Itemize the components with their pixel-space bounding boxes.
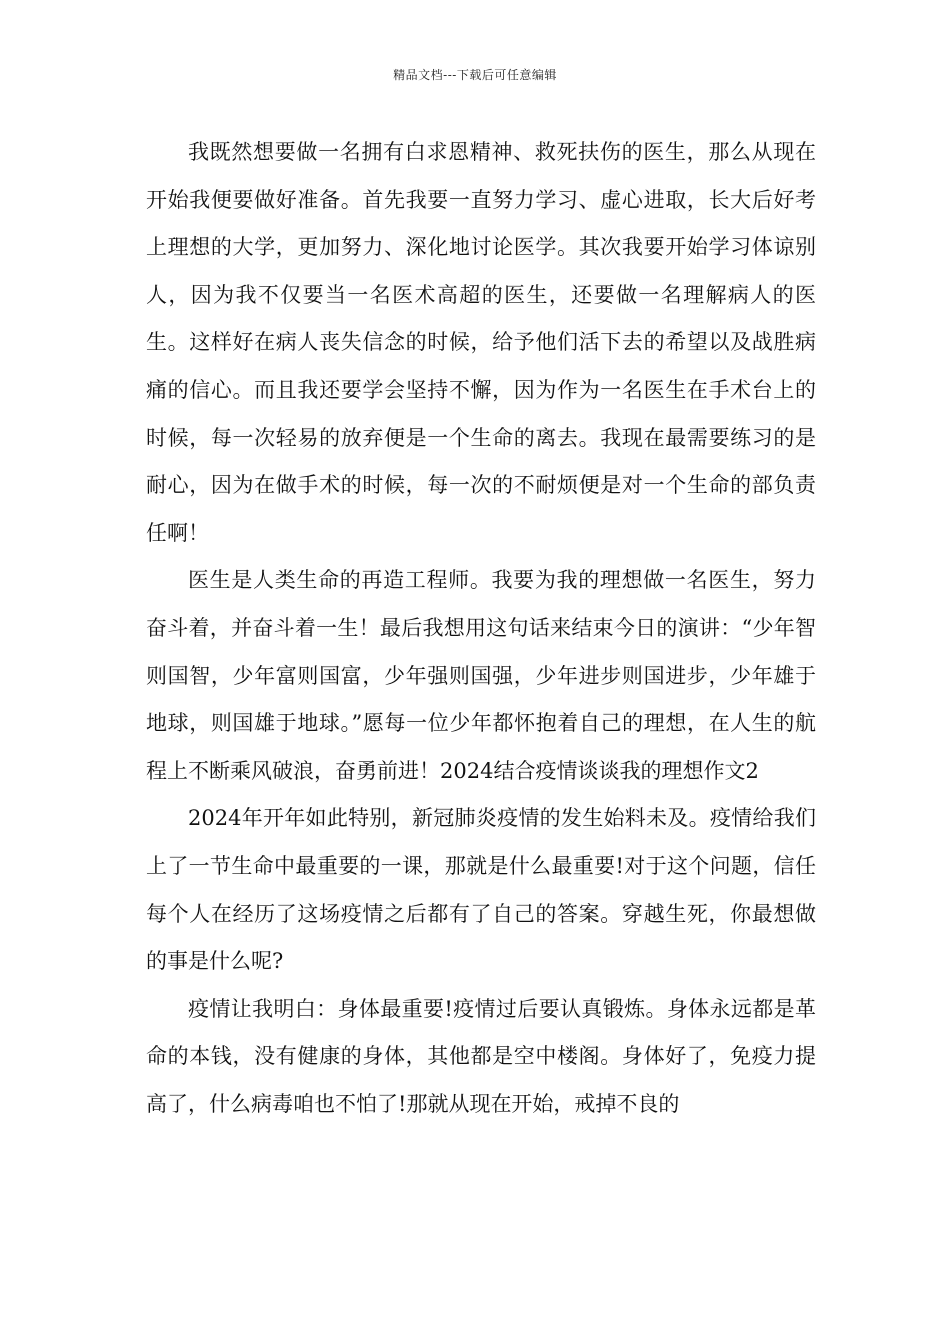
paragraph-epidemic-intro: 2024年开年如此特别，新冠肺炎疫情的发生始料未及。疫情给我们上了一节生命中最重要的一课，那就是什么最重要!对于这个问题，信任每个人在经历了这场疫情之后都有了自己的答案。穿越生死，你最想做的事是什么呢?	[146, 806, 816, 974]
document-body	[146, 129, 816, 1128]
page-header: 精品文档---下载后可任意编辑	[393, 68, 557, 82]
paragraph-doctor-preparation: 我既然想要做一名拥有白求恩精神、救死扶伤的医生，那么从现在开始我便要做好准备。首先我要一直努力学习、虚心进取，长大后好考上理想的大学，更加努力、深化地讨论医学。其次我要开始学习体谅别人，因为我不仅要当一名医术高超的医生，还要做一名理解病人的医生。这样好在病人丧失信念的时候，给予他们活下去的希望以及战胜病痛的信心。而且我还要学会坚持不懈，因为作为一名医生在手术台上的时候，每一次轻易的放弃便是一个生命的离去。我现在最需要练习的是耐心，因为在做手术的时候，每一次的不耐烦便是对一个生命的部负责任啊！	[146, 140, 816, 545]
paragraph-health-matters: 疫情让我明白：身体最重要!疫情过后要认真锻炼。身体永远都是革命的本钱，没有健康的身体，其他都是空中楼阁。身体好了，免疫力提高了，什么病毒咱也不怕了!那就从现在开始，戒掉不良的	[146, 996, 816, 1116]
paragraph-doctor-ideal: 医生是人类生命的再造工程师。我要为我的理想做一名医生，努力奋斗着，并奋斗着一生！最后我想用这句话来结束今日的演讲：“少年智则国智，少年富则国富，少年强则国强，少年进步则国进步，少年雄于地球，则国雄于地球。”愿每一位少年都怀抱着自己的理想，在人生的航程上不断乘风破浪，奋勇前进！2024结合疫情谈谈我的理想作文2	[146, 568, 816, 783]
